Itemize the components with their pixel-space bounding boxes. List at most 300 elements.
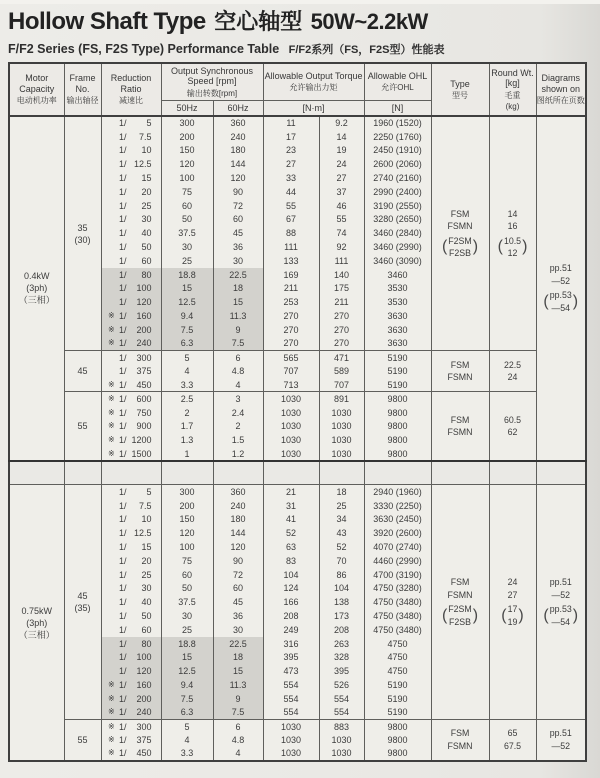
- cell-reduction-ratio: [101, 392, 161, 406]
- cell-ohl: 2450 (1910): [364, 144, 431, 158]
- cell-ohl: 3630: [364, 309, 431, 323]
- cell-reduction-ratio: [101, 406, 161, 420]
- cell-speed-50hz: 2: [161, 406, 213, 420]
- cell-ohl: 9800: [364, 392, 431, 406]
- cell-speed-50hz: 50: [161, 582, 213, 596]
- title-english: Hollow Shaft Type: [8, 8, 206, 35]
- cell-speed-60hz: 22.5: [213, 637, 263, 651]
- cell-speed-60hz: 60: [213, 213, 263, 227]
- cell-diagrams: pp.51 —52 ( pp.53 —54 ): [536, 116, 586, 461]
- cell-speed-60hz: 360: [213, 116, 263, 130]
- cell-speed-60hz: 6: [213, 351, 263, 365]
- star-mark: ※: [107, 721, 115, 731]
- cell-torque-60hz: 140: [319, 268, 364, 282]
- cell-torque-60hz: 104: [319, 582, 364, 596]
- table-row: [9, 116, 586, 130]
- cell-torque-60hz: 24: [319, 157, 364, 171]
- cell-torque-60hz: 25: [319, 499, 364, 513]
- ratio-prefix: 1/: [118, 214, 127, 225]
- cell-torque-50hz: 111: [263, 240, 319, 254]
- ratio-denominator: 12.5: [133, 159, 152, 170]
- cell-speed-60hz: 45: [213, 595, 263, 609]
- cell-reduction-ratio: [101, 513, 161, 527]
- cell-torque-60hz: 554: [319, 706, 364, 720]
- cell-torque-60hz: 19: [319, 144, 364, 158]
- cell-speed-60hz: 2.4: [213, 406, 263, 420]
- star-mark: ※: [107, 735, 115, 745]
- cell-torque-60hz: 891: [319, 392, 364, 406]
- col-header-60hz: 60Hz: [213, 100, 263, 116]
- cell-speed-60hz: 7.5: [213, 337, 263, 351]
- cell-reduction-ratio: [101, 650, 161, 664]
- cell-torque-60hz: 526: [319, 678, 364, 692]
- cell-torque-50hz: 1030: [263, 733, 319, 747]
- table-row: [9, 392, 586, 406]
- cell-ohl: 5190: [364, 378, 431, 392]
- cell-speed-50hz: 120: [161, 157, 213, 171]
- cell-torque-50hz: 253: [263, 295, 319, 309]
- ratio-prefix: 1/: [118, 242, 127, 253]
- cell-speed-60hz: 30: [213, 623, 263, 637]
- cell-speed-60hz: 45: [213, 226, 263, 240]
- star-mark: ※: [107, 693, 115, 703]
- cell-reduction-ratio: [101, 226, 161, 240]
- title-chinese: 空心轴型: [214, 9, 303, 34]
- ratio-denominator: 50: [141, 610, 152, 621]
- cell-speed-50hz: 60: [161, 568, 213, 582]
- cell-speed-60hz: 2: [213, 420, 263, 434]
- big-paren-right: ): [572, 292, 579, 310]
- ratio-denominator: 100: [136, 652, 152, 663]
- big-paren-right: ): [472, 606, 479, 624]
- star-mark: ※: [107, 679, 115, 689]
- cell-torque-50hz: 63: [263, 540, 319, 554]
- ratio-denominator: 40: [141, 597, 152, 608]
- big-paren-right: ): [518, 606, 524, 624]
- ratio-denominator: 200: [136, 693, 152, 704]
- ratio-prefix: 1/: [118, 748, 127, 759]
- cell-reduction-ratio: [101, 295, 161, 309]
- cell-reduction-ratio: [101, 157, 161, 171]
- ratio-denominator: 30: [141, 214, 152, 225]
- ratio-denominator: 15: [141, 173, 152, 184]
- cell-reduction-ratio: [101, 351, 161, 365]
- col-header-frame-no: Frame No. 输出轴径: [64, 63, 101, 116]
- star-mark: ※: [107, 407, 115, 417]
- ratio-prefix: 1/: [118, 500, 127, 511]
- cell-speed-50hz: 200: [161, 499, 213, 513]
- cell-ohl: 4750 (3280): [364, 582, 431, 596]
- cell-torque-50hz: 473: [263, 664, 319, 678]
- cell-reduction-ratio: [101, 733, 161, 747]
- table-header-row: [9, 63, 586, 100]
- page-subtitle: [8, 40, 444, 58]
- cell-speed-60hz: 90: [213, 554, 263, 568]
- cell-type: FSM FSMN: [431, 392, 489, 461]
- cell-reduction-ratio: [101, 323, 161, 337]
- cell-speed-60hz: 6: [213, 719, 263, 733]
- cell-speed-50hz: 30: [161, 240, 213, 254]
- divider-cell: [431, 461, 489, 485]
- cell-speed-50hz: 100: [161, 171, 213, 185]
- cell-reduction-ratio: [101, 706, 161, 720]
- ratio-denominator: 750: [136, 407, 152, 418]
- cell-motor-capacity: 0.4kW (3ph) （三相）: [9, 116, 64, 461]
- cell-torque-50hz: 1030: [263, 433, 319, 447]
- ratio-prefix: 1/: [118, 514, 127, 525]
- divider-cell: [64, 461, 101, 485]
- cell-torque-50hz: 169: [263, 268, 319, 282]
- cell-speed-50hz: 5: [161, 351, 213, 365]
- cell-reduction-ratio: [101, 309, 161, 323]
- ratio-prefix: 1/: [118, 735, 127, 746]
- cell-diagrams: pp.51 —52: [536, 719, 586, 760]
- ratio-prefix: 1/: [118, 679, 127, 690]
- cell-ohl: 3530: [364, 282, 431, 296]
- cell-speed-50hz: 75: [161, 185, 213, 199]
- ratio-prefix: 1/: [118, 569, 127, 580]
- cell-speed-60hz: 240: [213, 499, 263, 513]
- cell-reduction-ratio: [101, 637, 161, 651]
- ratio-prefix: 1/: [118, 407, 127, 418]
- cell-speed-50hz: 3.3: [161, 378, 213, 392]
- ratio-denominator: 375: [136, 735, 152, 746]
- ratio-prefix: 1/: [118, 255, 127, 266]
- col-header-type: Type 型号: [431, 63, 489, 116]
- cell-torque-50hz: 83: [263, 554, 319, 568]
- cell-speed-50hz: 50: [161, 213, 213, 227]
- cell-ohl: 4460 (2990): [364, 554, 431, 568]
- cell-torque-60hz: 270: [319, 337, 364, 351]
- ratio-prefix: 1/: [118, 283, 127, 294]
- ratio-prefix: 1/: [118, 297, 127, 308]
- ratio-prefix: 1/: [118, 118, 127, 129]
- ratio-prefix: 1/: [118, 555, 127, 566]
- ratio-denominator: 25: [141, 569, 152, 580]
- cell-reduction-ratio: [101, 582, 161, 596]
- cell-torque-50hz: 395: [263, 650, 319, 664]
- ratio-prefix: 1/: [118, 542, 127, 552]
- divider-cell: [319, 461, 364, 485]
- cell-speed-60hz: 1.2: [213, 447, 263, 461]
- ratio-denominator: 450: [136, 379, 152, 390]
- cell-reduction-ratio: [101, 171, 161, 185]
- subtitle-english: F/F2 Series (FS, F2S Type) Performance Table: [8, 42, 280, 56]
- col-header-allowable-ohl: Allowable OHL 允许OHL: [364, 63, 431, 100]
- divider-cell: [536, 461, 586, 485]
- ratio-prefix: 1/: [118, 173, 127, 184]
- star-mark: ※: [107, 448, 115, 458]
- cell-speed-50hz: 75: [161, 554, 213, 568]
- ratio-prefix: 1/: [118, 311, 127, 322]
- cell-speed-50hz: 18.8: [161, 637, 213, 651]
- ratio-denominator: 100: [136, 283, 152, 294]
- cell-speed-50hz: 300: [161, 116, 213, 130]
- big-paren-left: (: [501, 606, 507, 624]
- ratio-denominator: 80: [141, 638, 152, 649]
- cell-reduction-ratio: [101, 609, 161, 623]
- cell-torque-50hz: 249: [263, 623, 319, 637]
- cell-reduction-ratio: [101, 185, 161, 199]
- cell-ohl: 3630: [364, 337, 431, 351]
- cell-speed-50hz: 25: [161, 254, 213, 268]
- cell-frame-no: 45: [64, 351, 101, 392]
- cell-ohl: 4750 (3480): [364, 595, 431, 609]
- cell-reduction-ratio: [101, 116, 161, 130]
- cell-speed-60hz: 4: [213, 747, 263, 761]
- cell-ohl: 2740 (2160): [364, 171, 431, 185]
- col-header-output-speed: Output Synchronous Speed [rpm] 输出转数[rpm]: [161, 63, 263, 100]
- divider-cell: [489, 461, 536, 485]
- ratio-prefix: 1/: [118, 186, 127, 197]
- cell-torque-60hz: 138: [319, 595, 364, 609]
- cell-ohl: 2600 (2060): [364, 157, 431, 171]
- big-paren-left: (: [441, 238, 448, 256]
- cell-speed-60hz: 240: [213, 130, 263, 144]
- cell-torque-50hz: 166: [263, 595, 319, 609]
- ratio-denominator: 12.5: [133, 528, 152, 539]
- table-row: [9, 351, 586, 365]
- divider-cell: [9, 461, 64, 485]
- divider-cell: [364, 461, 431, 485]
- cell-speed-50hz: 9.4: [161, 678, 213, 692]
- ratio-prefix: 1/: [118, 159, 127, 170]
- cell-reduction-ratio: [101, 623, 161, 637]
- divider-cell: [213, 461, 263, 485]
- cell-torque-50hz: 211: [263, 282, 319, 296]
- cell-torque-50hz: 67: [263, 213, 319, 227]
- cell-ohl: 5190: [364, 351, 431, 365]
- scan-edge: [0, 0, 600, 4]
- cell-torque-60hz: 883: [319, 719, 364, 733]
- cell-ohl: 9800: [364, 433, 431, 447]
- cell-speed-60hz: 22.5: [213, 268, 263, 282]
- cell-round-wt: 24 27 ( 17 19 ): [489, 485, 536, 720]
- ratio-denominator: 60: [141, 255, 152, 266]
- ratio-prefix: 1/: [118, 528, 127, 539]
- cell-torque-60hz: 211: [319, 295, 364, 309]
- cell-speed-50hz: 1.3: [161, 433, 213, 447]
- table-row: [9, 485, 586, 499]
- cell-torque-60hz: 92: [319, 240, 364, 254]
- big-paren-right: ): [572, 606, 579, 624]
- cell-speed-60hz: 15: [213, 664, 263, 678]
- cell-speed-50hz: 120: [161, 526, 213, 540]
- ratio-prefix: 1/: [118, 352, 127, 363]
- cell-ohl: 3920 (2600): [364, 526, 431, 540]
- cell-ohl: 3460 (3090): [364, 254, 431, 268]
- cell-torque-60hz: 707: [319, 378, 364, 392]
- cell-torque-60hz: 74: [319, 226, 364, 240]
- cell-torque-50hz: 713: [263, 378, 319, 392]
- star-mark: ※: [107, 421, 115, 431]
- ratio-denominator: 375: [136, 366, 152, 377]
- cell-reduction-ratio: [101, 554, 161, 568]
- cell-speed-50hz: 7.5: [161, 323, 213, 337]
- performance-table: [8, 62, 587, 762]
- cell-speed-50hz: 2.5: [161, 392, 213, 406]
- cell-torque-60hz: 1030: [319, 733, 364, 747]
- title-power-range: 50W~2.2kW: [310, 9, 428, 34]
- cell-ohl: 4750 (3480): [364, 623, 431, 637]
- ratio-denominator: 300: [136, 721, 152, 732]
- cell-ohl: 4750: [364, 650, 431, 664]
- cell-ohl: 1960 (1520): [364, 116, 431, 130]
- cell-speed-50hz: 1.7: [161, 420, 213, 434]
- cell-torque-60hz: 208: [319, 623, 364, 637]
- cell-speed-50hz: 7.5: [161, 692, 213, 706]
- star-mark: ※: [107, 394, 115, 404]
- cell-speed-60hz: 9: [213, 692, 263, 706]
- cell-torque-50hz: 55: [263, 199, 319, 213]
- cell-torque-50hz: 1030: [263, 392, 319, 406]
- cell-torque-50hz: 554: [263, 706, 319, 720]
- cell-ohl: 2990 (2400): [364, 185, 431, 199]
- cell-frame-no: 45 (35): [64, 485, 101, 720]
- cell-speed-60hz: 120: [213, 540, 263, 554]
- cell-ohl: 9800: [364, 719, 431, 733]
- ratio-denominator: 240: [136, 707, 152, 718]
- cell-speed-50hz: 5: [161, 719, 213, 733]
- cell-speed-50hz: 30: [161, 609, 213, 623]
- cell-torque-50hz: 33: [263, 171, 319, 185]
- cell-speed-60hz: 9: [213, 323, 263, 337]
- ratio-denominator: 40: [141, 228, 152, 239]
- cell-speed-60hz: 11.3: [213, 678, 263, 692]
- cell-torque-60hz: 471: [319, 351, 364, 365]
- cell-reduction-ratio: [101, 540, 161, 554]
- cell-speed-60hz: 180: [213, 144, 263, 158]
- ratio-prefix: 1/: [118, 200, 127, 211]
- ratio-denominator: 10: [141, 514, 152, 525]
- ratio-prefix: 1/: [118, 366, 127, 377]
- col-header-torque-unit: [N·m]: [263, 100, 364, 116]
- cell-torque-60hz: 1030: [319, 447, 364, 461]
- cell-speed-60hz: 30: [213, 254, 263, 268]
- cell-ohl: 4700 (3190): [364, 568, 431, 582]
- col-header-diagrams: Diagrams shown on 图纸所在页数: [536, 63, 586, 116]
- cell-torque-60hz: 43: [319, 526, 364, 540]
- cell-speed-60hz: 18: [213, 282, 263, 296]
- col-header-ohl-unit: [N]: [364, 100, 431, 116]
- cell-speed-60hz: 144: [213, 157, 263, 171]
- cell-ohl: 9800: [364, 747, 431, 761]
- cell-type: FSM FSMN: [431, 351, 489, 392]
- cell-reduction-ratio: [101, 747, 161, 761]
- cell-speed-60hz: 3: [213, 392, 263, 406]
- cell-motor-capacity: 0.75kW (3ph) （三相）: [9, 485, 64, 761]
- cell-torque-50hz: 554: [263, 692, 319, 706]
- cell-torque-60hz: 37: [319, 185, 364, 199]
- cell-torque-60hz: 70: [319, 554, 364, 568]
- cell-torque-50hz: 88: [263, 226, 319, 240]
- cell-torque-60hz: 86: [319, 568, 364, 582]
- cell-frame-no: 35 (30): [64, 116, 101, 351]
- cell-ohl: 3530: [364, 295, 431, 309]
- ratio-prefix: 1/: [118, 487, 127, 498]
- cell-speed-50hz: 25: [161, 623, 213, 637]
- col-header-motor-capacity: Motor Capacity 电动机功率: [9, 63, 64, 116]
- ratio-denominator: 600: [136, 394, 152, 405]
- cell-torque-50hz: 1030: [263, 747, 319, 761]
- cell-reduction-ratio: [101, 240, 161, 254]
- cell-speed-60hz: 36: [213, 609, 263, 623]
- big-paren-left: (: [543, 606, 549, 624]
- cell-ohl: 3460: [364, 268, 431, 282]
- cell-torque-60hz: 554: [319, 692, 364, 706]
- cell-reduction-ratio: [101, 526, 161, 540]
- cell-torque-60hz: 27: [319, 171, 364, 185]
- cell-torque-60hz: 55: [319, 213, 364, 227]
- cell-type: FSM FSMN ( F2SM F2SB ): [431, 485, 489, 720]
- cell-round-wt: 65 67.5: [489, 719, 536, 760]
- cell-speed-50hz: 12.5: [161, 664, 213, 678]
- cell-speed-50hz: 3.3: [161, 747, 213, 761]
- col-header-reduction-ratio: Reduction Ratio 减速比: [101, 63, 161, 116]
- ratio-denominator: 80: [141, 269, 152, 280]
- subtitle-chinese: F/F2系列（FS，F2S型）性能表: [288, 44, 445, 56]
- cell-torque-50hz: 44: [263, 185, 319, 199]
- cell-speed-60hz: 4: [213, 378, 263, 392]
- section-divider: [9, 461, 586, 485]
- cell-speed-60hz: 144: [213, 526, 263, 540]
- cell-torque-50hz: 270: [263, 309, 319, 323]
- cell-torque-60hz: 395: [319, 664, 364, 678]
- cell-ohl: 4750: [364, 664, 431, 678]
- cell-reduction-ratio: [101, 337, 161, 351]
- cell-ohl: 5190: [364, 364, 431, 378]
- cell-torque-60hz: 263: [319, 637, 364, 651]
- col-header-round-wt: Round Wt. [kg] 毛重 (kg): [489, 63, 536, 116]
- cell-speed-50hz: 37.5: [161, 226, 213, 240]
- ratio-denominator: 450: [136, 748, 152, 759]
- col-header-50hz: 50Hz: [161, 100, 213, 116]
- ratio-denominator: 5: [146, 487, 152, 498]
- ratio-denominator: 240: [136, 338, 152, 349]
- ratio-prefix: 1/: [118, 597, 127, 608]
- cell-speed-60hz: 15: [213, 295, 263, 309]
- divider-cell: [263, 461, 319, 485]
- ratio-prefix: 1/: [118, 638, 127, 649]
- ratio-prefix: 1/: [118, 421, 127, 432]
- cell-round-wt: 60.5 62: [489, 392, 536, 461]
- big-paren-left: (: [543, 292, 549, 310]
- cell-torque-60hz: 1030: [319, 433, 364, 447]
- ratio-denominator: 50: [141, 242, 152, 253]
- cell-torque-60hz: 270: [319, 309, 364, 323]
- cell-round-wt: 14 16 ( 10.5 12 ): [489, 116, 536, 351]
- star-mark: ※: [107, 311, 115, 321]
- star-mark: ※: [107, 435, 115, 445]
- cell-torque-50hz: 133: [263, 254, 319, 268]
- col-header-allowable-torque: Allowable Output Torque 允许输出力矩: [263, 63, 364, 100]
- ratio-prefix: 1/: [118, 448, 127, 459]
- cell-torque-50hz: 27: [263, 157, 319, 171]
- big-paren-left: (: [441, 606, 448, 624]
- cell-speed-60hz: 60: [213, 582, 263, 596]
- cell-reduction-ratio: [101, 447, 161, 461]
- cell-speed-50hz: 150: [161, 144, 213, 158]
- ratio-denominator: 60: [141, 624, 152, 635]
- ratio-denominator: 120: [136, 666, 152, 677]
- ratio-prefix: 1/: [118, 228, 127, 239]
- cell-speed-60hz: 1.5: [213, 433, 263, 447]
- cell-torque-50hz: 270: [263, 323, 319, 337]
- cell-diagrams: pp.51 —52 ( pp.53 —54 ): [536, 485, 586, 720]
- cell-ohl: 4750 (3480): [364, 609, 431, 623]
- ratio-denominator: 30: [141, 583, 152, 594]
- cell-speed-50hz: 37.5: [161, 595, 213, 609]
